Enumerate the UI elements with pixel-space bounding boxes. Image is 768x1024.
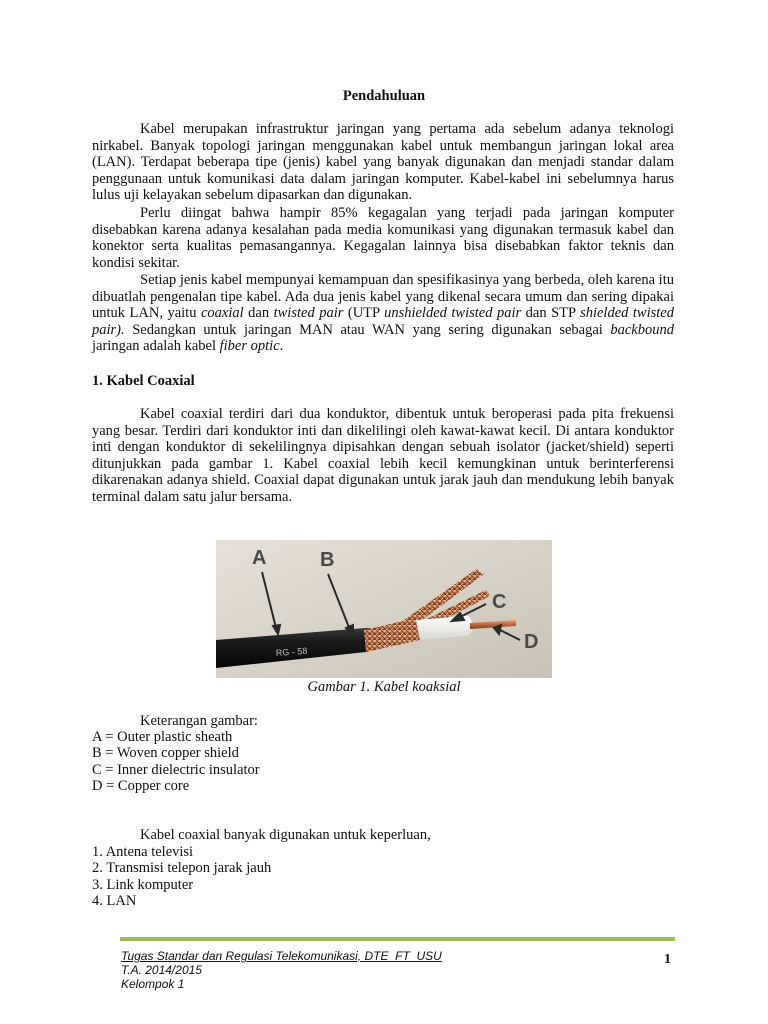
uses-heading: Kabel coaxial banyak digunakan untuk keperluan, (140, 827, 431, 843)
cable-print-label: RG - 58 (275, 645, 308, 658)
legend-item-d: D = Copper core (92, 778, 190, 794)
uses-item-4: 4. LAN (92, 893, 137, 909)
p3-text-c: (UTP (343, 305, 385, 322)
intro-paragraph-2-text: Perlu diingat bahwa hampir 85% kegagalan yang terjadi pada jaringan komputer disebabkan karena adanya kesalahan pada media komunikasi yang digunakan termasuk kabel dan konektor serta kualitas pemasangannya. Kegagalan lainnya bisa disebabkan faktor teknis dan kondisi sekitar. (92, 205, 674, 271)
figure-label-b: B (320, 549, 335, 571)
p3-text-b: dan (243, 305, 274, 322)
p3-term-backbound: backbound (610, 321, 674, 338)
figure-caption: Gambar 1. Kabel koaksial (307, 679, 461, 695)
figure-label-c: C (492, 591, 507, 613)
intro-paragraph-2 (92, 205, 674, 271)
coaxial-paragraph-text: Kabel coaxial terdiri dari dua konduktor, dibentuk untuk beroperasi pada pita frekuensi yang besar. Terdiri dari konduktor inti dan dikelilingi oleh kawat-kawat kecil. Di antara konduktor inti dengan konduktor di sekelilingnya dipisahkan dengan sebuah isolator (jacket/shield) seperti ditunjukkan pada gambar 1. Kabel coaxial lebih kecil kemungkinan untuk berinterferensi dikarenakan adanya shield. Coaxial dapat digunakan untuk jarak jauh dan mendukung lebih banyak terminal dalam satu jalur bersama. (92, 406, 674, 505)
intro-paragraph-3 (92, 272, 674, 355)
p3-text-d: dan STP (521, 305, 581, 322)
page-title: Pendahuluan (342, 88, 426, 104)
p3-term-fiber-optic: fiber optic (219, 338, 280, 355)
legend-heading: Keterangan gambar: (140, 713, 258, 729)
legend-item-c: C = Inner dielectric insulator (92, 762, 260, 778)
coaxial-cable-illustration (216, 540, 552, 678)
p3-text-e: Sedangkan untuk jaringan MAN atau WAN yang sering digunakan sebagai (124, 321, 611, 338)
intro-paragraph-1 (92, 121, 674, 204)
page-number: 1 (664, 952, 671, 967)
figure-label-a: A (252, 547, 267, 569)
p3-term-stp: shielded twisted pair). (92, 305, 674, 338)
intro-paragraph-1-text: Kabel merupakan infrastruktur jaringan yang pertama ada sebelum adanya teknologi nirkabel. Banyak topologi jaringan menggunakan kabel untuk membangun jaringan lokal area (LAN). Terdapat beberapa tipe (jenis) kabel yang banyak digunakan dan menjadi standar dalam penggunaan untuk komunikasi data dalam jaringan komputer. Kabel-kabel ini sebelumnya harus lulus uji kelayakan sebelum dipasarkan dan digunakan. (92, 121, 674, 204)
p3-term-utp: unshielded twisted pair (384, 305, 522, 322)
uses-item-3: 3. Link komputer (92, 877, 194, 893)
p3-text-g: . (279, 338, 284, 355)
uses-item-2: 2. Transmisi telepon jarak jauh (92, 860, 272, 876)
figure-label-d: D (524, 631, 539, 653)
p3-term-coaxial: coaxial (200, 305, 244, 322)
coaxial-paragraph (92, 406, 674, 506)
footer-group: Kelompok 1 (121, 977, 185, 991)
legend-item-b: B = Woven copper shield (92, 745, 239, 761)
footer-divider (120, 937, 675, 941)
coaxial-cable-figure (216, 540, 552, 678)
uses-item-1: 1. Antena televisi (92, 844, 194, 860)
footer-course-text: Tugas Standar dan Regulasi Telekomunikasi, DTE_FT_USU (121, 949, 442, 963)
p3-term-twisted-pair: twisted pair (273, 305, 344, 322)
footer-year: T.A. 2014/2015 (121, 963, 202, 977)
p3-text-a: Setiap jenis kabel mempunyai kemampuan dan spesifikasinya yang berbeda, oleh karena itu dibuatlah pengenalan tipe kabel. Ada dua jenis kabel yang dikenal secara umum dan sering dipakai untuk LAN, yaitu (92, 272, 674, 322)
footer-course (121, 949, 442, 963)
p3-text-f: jaringan adalah kabel (92, 338, 220, 355)
section-heading-coaxial: 1. Kabel Coaxial (92, 373, 195, 389)
legend-item-a: A = Outer plastic sheath (92, 729, 233, 745)
